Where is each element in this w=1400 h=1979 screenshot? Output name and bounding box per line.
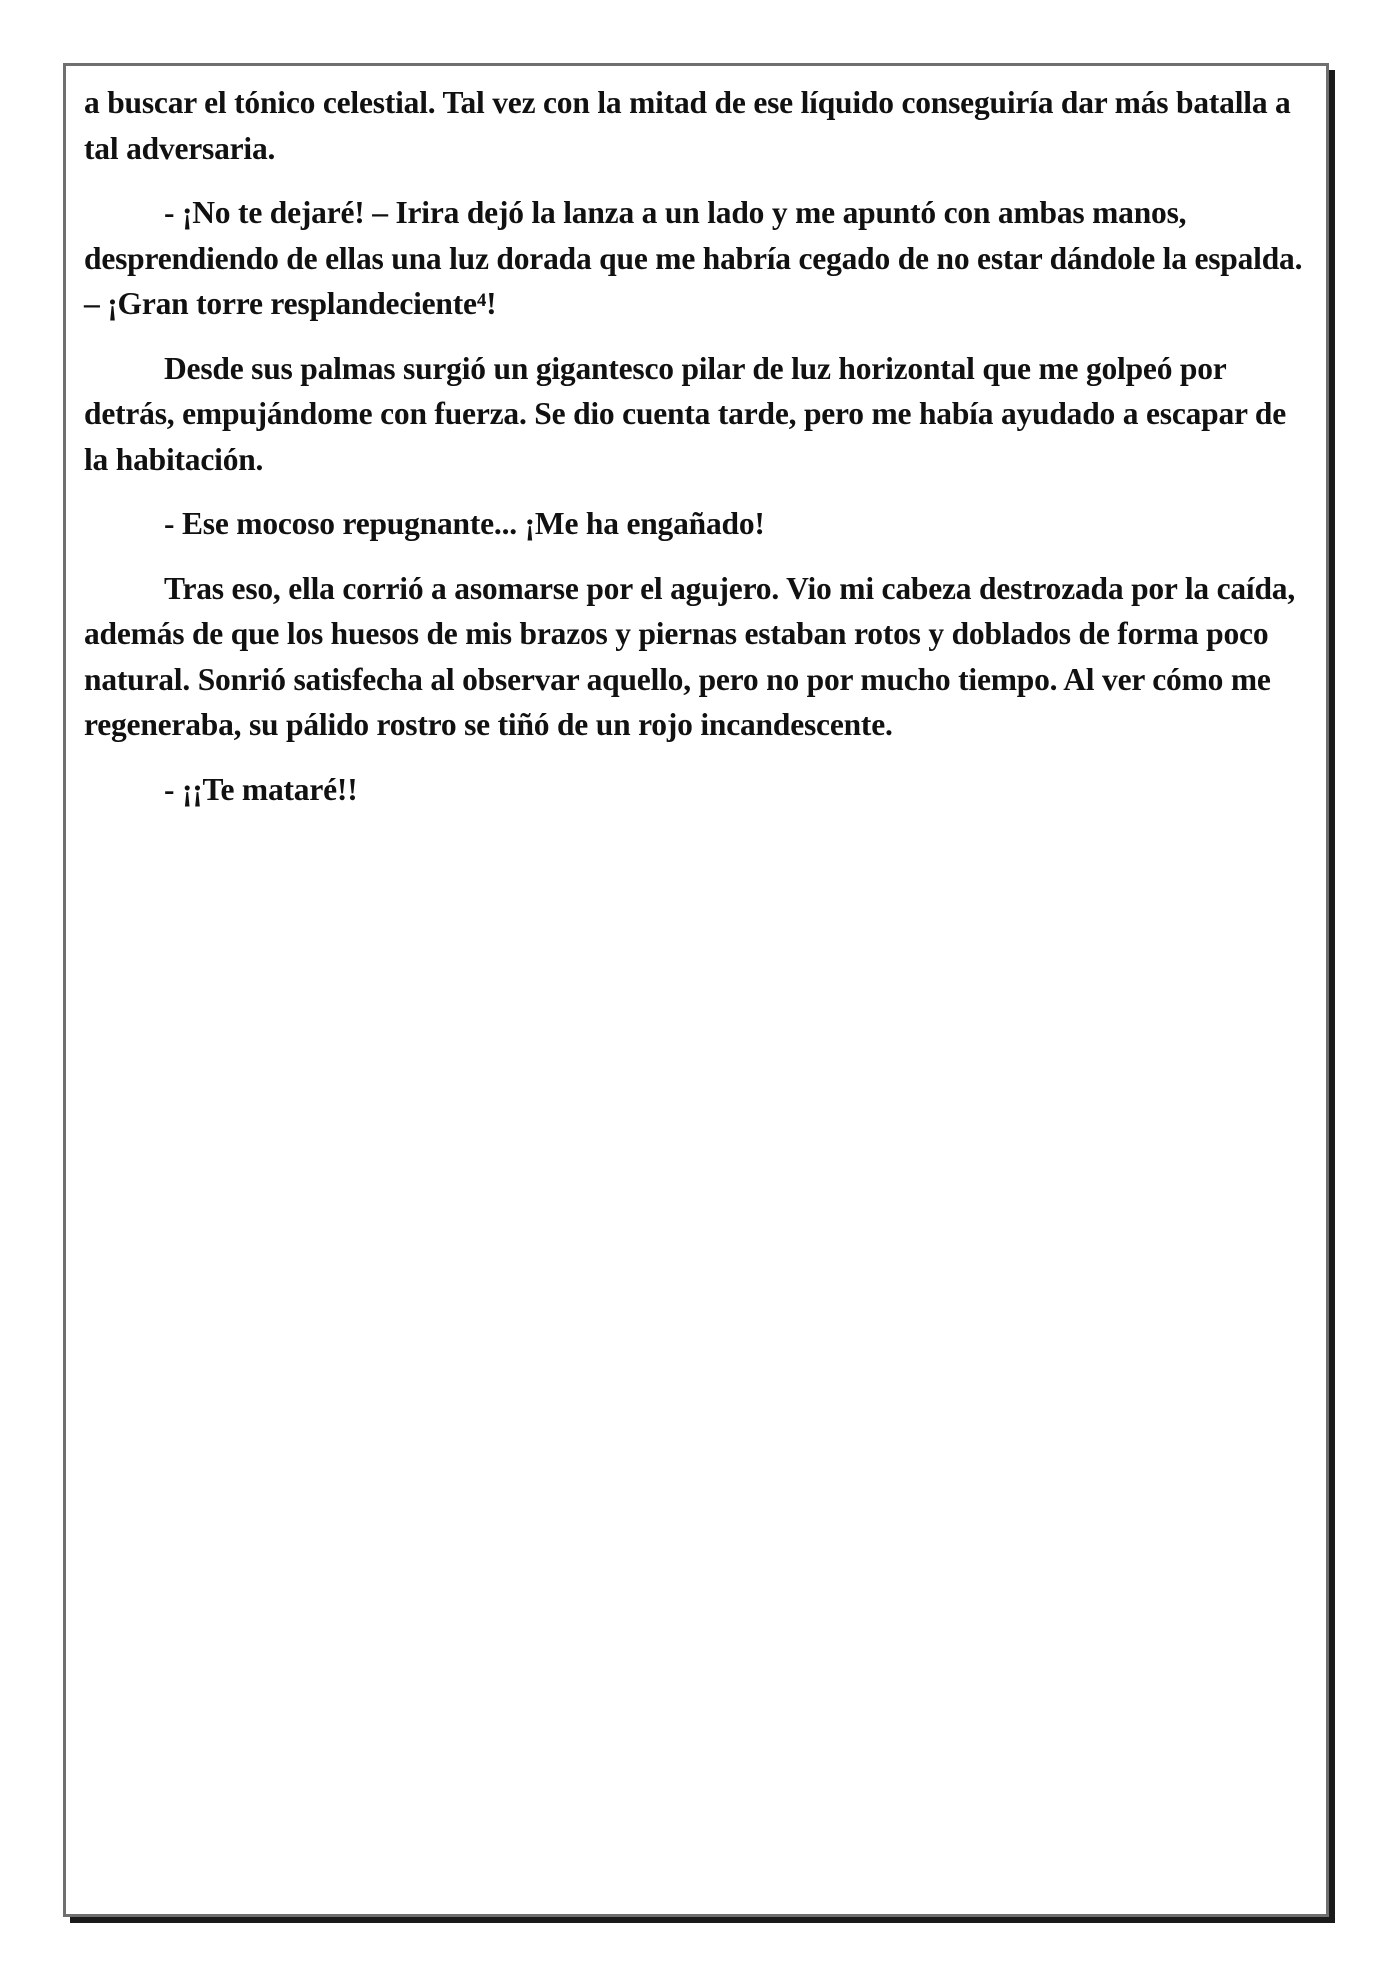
paragraph-dialogue: - Ese mocoso repugnante... ¡Me ha engañado! <box>164 506 765 541</box>
paragraph-continuation: a buscar el tónico celestial. Tal vez con la mitad de ese líquido conseguiría dar más batalla a tal adversaria. <box>84 85 1291 166</box>
paragraph-narration: Tras eso, ella corrió a asomarse por el agujero. Vio mi cabeza destrozada por la caída, además de que los huesos de mis brazos y piernas estaban rotos y doblados de forma poco natural. Sonrió satisfecha al observar aquello, pero no por mucho tiempo. Al ver cómo me regeneraba, su pálido rostro se tiñó de un rojo incandescente. <box>84 570 1296 742</box>
paragraph-dialogue: - ¡¡Te mataré!! <box>164 771 358 807</box>
page-frame-shadow-bottom <box>70 1917 1335 1923</box>
paragraph-dialogue: - ¡No te dejaré! – Irira dejó la lanza a un lado y me apuntó con ambas manos, desprendiendo de ellas una luz dorada que me habría cegado de no estar dándole la espalda. – ¡Gran torre resplandeciente⁴! <box>84 195 1303 321</box>
document-body <box>84 80 1316 831</box>
page-frame-shadow-right <box>1329 70 1335 1923</box>
paragraph-narration: Desde sus palmas surgió un gigantesco pilar de luz horizontal que me golpeó por detrás, empujándome con fuerza. Se dio cuenta tarde, pero me había ayudado a escapar de la habitación. <box>84 350 1287 477</box>
